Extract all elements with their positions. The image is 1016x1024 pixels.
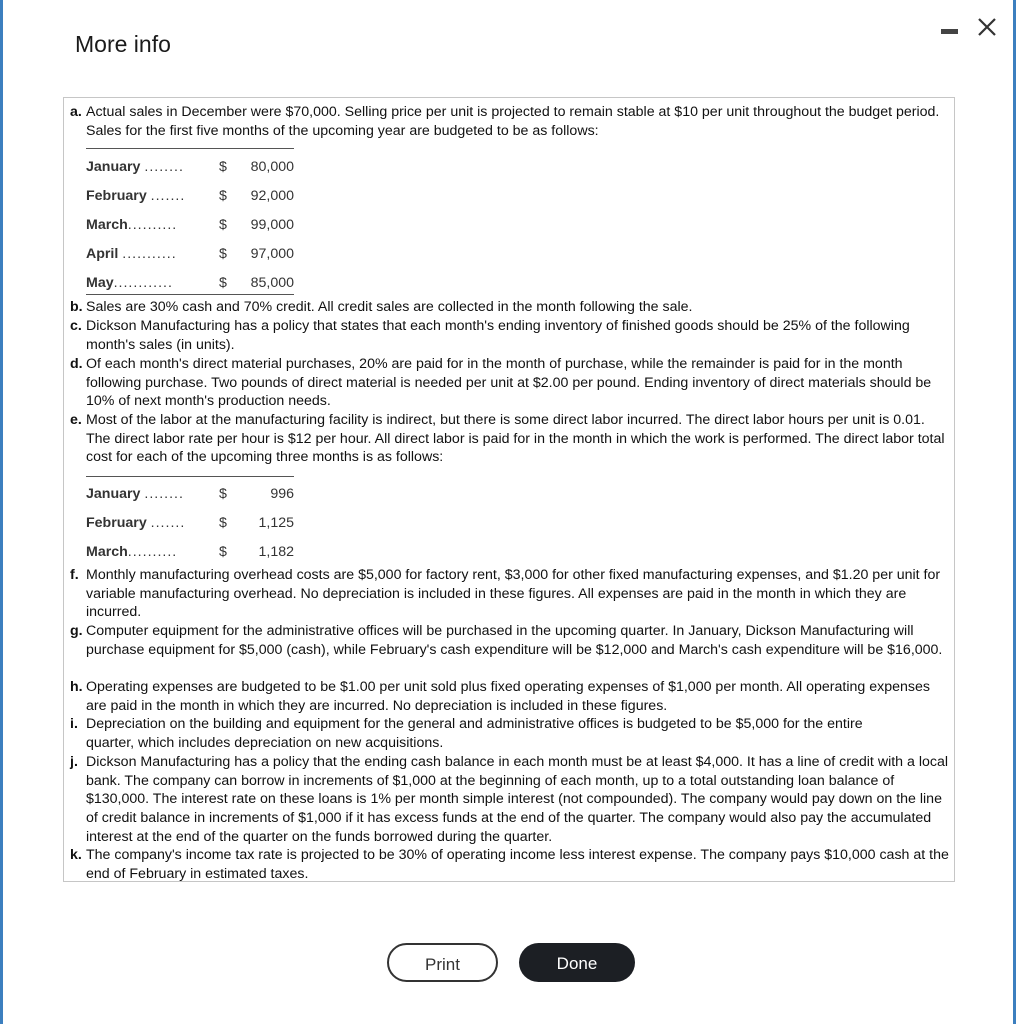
item-text: Depreciation on the building and equipment for the general and administrative offices is budgeted to be $5,000 for the entire quarter, which includes depreciation on new acquisitions. [86,716,863,751]
row-leader: ........ [144,486,184,502]
row-leader: ....... [150,188,186,204]
close-icon[interactable] [972,12,1002,42]
info-item-d [70,355,952,411]
table-bottom-rule [86,294,294,295]
info-item-i [70,715,952,752]
table-row [86,244,294,264]
row-month: January [86,159,141,175]
table-row [86,157,294,177]
window-frame-left [0,0,3,1024]
item-text: Of each month's direct material purchases, 20% are paid for in the month of purchase, while the remainder is paid for in the month following purchase. Two pounds of direct material is needed per unit at $2.00 per pound. Ending inventory of direct materials should be 10% of next month's production needs. [86,356,932,410]
table-row [86,215,294,235]
row-amount: 1,182 [258,544,294,560]
row-amount: 996 [270,486,294,502]
item-text: Operating expenses are budgeted to be $1.00 per unit sold plus fixed operating expenses of $1,000 per month. All operating expenses are paid in the month in which they are incurred. No depreciation is included in these figures. [86,679,930,714]
info-item-a [70,103,952,140]
row-amount: 85,000 [250,275,294,291]
row-currency: $ [219,217,227,233]
minimize-icon[interactable] [941,29,958,34]
item-letter: i. [70,716,78,732]
item-text: Actual sales in December were $70,000. Selling price per unit is projected to remain stable at $10 per unit throughout the budget period. Sales for the first five months of the upcoming year are budgeted to be as follows: [86,104,940,139]
row-leader: .......... [127,217,178,233]
info-item-b [70,298,952,317]
table-row [86,186,294,206]
row-currency: $ [219,246,227,262]
row-currency: $ [219,159,227,175]
table-row [86,513,294,533]
item-letter: e. [70,412,82,428]
print-button[interactable]: Print [387,943,498,982]
row-amount: 92,000 [250,188,294,204]
row-month: January [86,486,141,502]
table-row [86,273,294,293]
row-month: April [86,246,119,262]
item-letter: a. [70,104,82,120]
item-letter: c. [70,318,82,334]
info-item-j [70,753,952,847]
row-month: February [86,515,147,531]
row-month: March [86,217,128,233]
row-leader: ............ [113,275,173,291]
info-item-g [70,622,952,659]
row-leader: ........ [144,159,184,175]
row-amount: 97,000 [250,246,294,262]
item-text: Computer equipment for the administrative offices will be purchased in the upcoming quarter. In January, Dickson Manufacturing will purchase equipment for $5,000 (cash), while February's cash expenditure will be $12,000 and March's cash expenditure will be $16,000. [86,623,943,658]
row-currency: $ [219,486,227,502]
item-text: Sales are 30% cash and 70% credit. All credit sales are collected in the month following the sale. [86,299,693,315]
dialog-title: More info [75,31,171,57]
item-letter: k. [70,847,82,863]
row-amount: 99,000 [250,217,294,233]
item-text: Most of the labor at the manufacturing facility is indirect, but there is some direct labor incurred. The direct labor hours per unit is 0.01. The direct labor rate per hour is $12 per hour. All direct labor is paid for in the month in which the work is performed. The direct labor total cost for each of the upcoming three months is as follows: [86,412,945,466]
row-month: May [86,275,114,291]
row-month: March [86,544,128,560]
info-item-k [70,846,952,883]
table-row [86,484,294,504]
item-letter: g. [70,623,83,639]
row-currency: $ [219,188,227,204]
item-text: Dickson Manufacturing has a policy that states that each month's ending inventory of finished goods should be 25% of the following month's sales (in units). [86,318,910,353]
item-text: Monthly manufacturing overhead costs are $5,000 for factory rent, $3,000 for other fixed manufacturing expenses, and $1.20 per unit for variable manufacturing overhead. No depreciation is included in these figures. All expenses are paid in the month in which they are incurred. [86,567,941,621]
table-top-rule [86,148,294,149]
row-currency: $ [219,544,227,560]
row-leader: ....... [150,515,186,531]
row-currency: $ [219,275,227,291]
item-letter: f. [70,567,79,583]
item-letter: d. [70,356,83,372]
item-letter: j. [70,754,78,770]
item-letter: b. [70,299,83,315]
info-item-f [70,566,952,622]
row-amount: 1,125 [258,515,294,531]
item-text: The company's income tax rate is projected to be 30% of operating income less interest expense. The company pays $10,000 cash at the end of February in estimated taxes. [86,847,949,882]
info-item-c [70,317,952,354]
row-month: February [86,188,147,204]
table-row [86,542,294,562]
info-item-h [70,678,952,715]
item-letter: h. [70,679,83,695]
row-leader: .......... [127,544,178,560]
item-text: Dickson Manufacturing has a policy that the ending cash balance in each month must be at least $4,000. It has a line of credit with a local bank. The company can borrow in increments of $1,000 at the beginning of each month, up to a total outstanding loan balance of $130,000. The interest rate on these loans is 1% per month simple interest (not compounded). The company would pay down on the line of credit balance in increments of $1,000 if it has excess funds at the end of the quarter. The company would also pay the accumulated interest at the end of the quarter on the funds borrowed during the quarter. [86,754,949,845]
table-top-rule [86,476,294,477]
row-amount: 80,000 [250,159,294,175]
done-button[interactable]: Done [519,943,635,982]
row-currency: $ [219,515,227,531]
info-item-e [70,411,952,467]
row-leader: ........... [122,246,177,262]
